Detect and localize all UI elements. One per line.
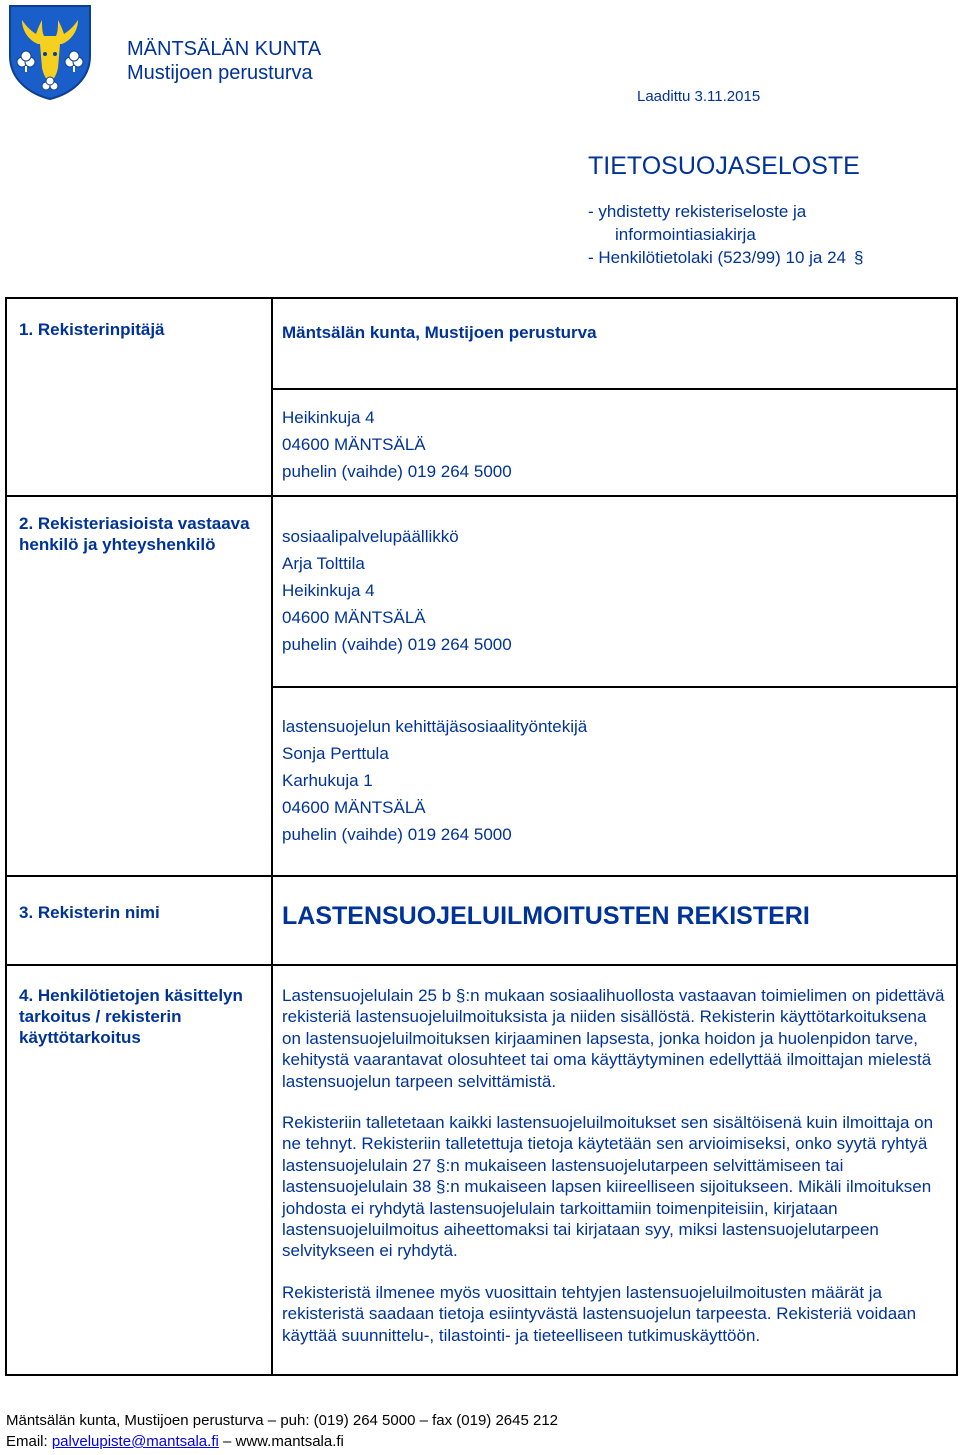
organization-name <box>127 37 321 85</box>
purpose-paragraph: Rekisteristä ilmenee myös vuosittain tehtyjen lastensuojeluilmoitusten määrät ja rekisteristä saadaan tietoja esiintyvästä lastensuojelun tarpeesta. Rekisteriä voidaan käyttää suunnittelu-, tilastointi- ja tieteelliseen tutkimuskäyttöön. <box>282 1282 917 1345</box>
document-bullets <box>588 200 863 269</box>
bullet-text: - Henkilötietolaki (523/99) 10 ja 24 <box>588 248 846 267</box>
controller-name: Mäntsälän kunta, Mustijoen perusturva <box>282 323 597 342</box>
section-label: 1. Rekisterinpitäjä <box>6 298 272 496</box>
org-unit: Mustijoen perusturva <box>127 62 313 84</box>
bullet-line: - yhdistetty rekisteriseloste ja <box>588 202 807 221</box>
page-footer <box>6 1410 558 1452</box>
address-line: puhelin (vaihde) 019 264 5000 <box>282 462 512 481</box>
website: www.mantsala.fi <box>235 1433 344 1450</box>
purpose-cell <box>272 965 957 1375</box>
purpose-paragraph: Lastensuojelulain 25 b §:n mukaan sosiaalihuollosta vastaavan toimielimen on pidettävä rekisteriä lastensuojeluilmoituksista ja niiden sisällöstä. Rekisterin käyttötarkoituksena on lastensuojeluilmoituksen kirjaaminen lapsesta, jonka hoidon ja huolenpidon tarve, kehitystä vaarantavat olosuhteet tai oma käyttäytyminen edellyttää ilmoittajan mielestä lastensuojelun tarpeen selvittämistä. <box>282 986 945 1091</box>
address-line: Heikinkuja 4 <box>282 408 375 427</box>
contact-line: Heikinkuja 4 <box>282 581 375 600</box>
created-date: Laadittu 3.11.2015 <box>637 88 761 105</box>
contact-cell <box>272 496 957 687</box>
contact-line: 04600 MÄNTSÄLÄ <box>282 798 426 817</box>
contact-line: puhelin (vaihde) 019 264 5000 <box>282 635 512 654</box>
contact-cell <box>272 687 957 876</box>
register-name: LASTENSUOJELUILMOITUSTEN REKISTERI <box>282 902 810 930</box>
section-mark: § <box>853 248 864 267</box>
table-row <box>6 298 957 389</box>
contact-line: puhelin (vaihde) 019 264 5000 <box>282 825 512 844</box>
coat-of-arms-icon <box>8 4 92 100</box>
section-label: 4. Henkilötietojen käsittelyn tarkoitus / rekisterin käyttötarkoitus <box>6 965 272 1375</box>
footer-links <box>6 1431 558 1452</box>
controller-cell <box>272 298 957 389</box>
register-name-cell <box>272 876 957 965</box>
table-row <box>6 965 957 1375</box>
email-link[interactable]: palvelupiste@mantsala.fi <box>51 1433 219 1450</box>
section-label: 2. Rekisteriasioista vastaava henkilö ja yhteyshenkilö <box>6 496 272 876</box>
contact-line: lastensuojelun kehittäjäsosiaalityöntekijä <box>282 717 588 736</box>
purpose-paragraph: Rekisteriin talletetaan kaikki lastensuojeluilmoitukset sen sisältöisenä kuin ilmoittaja on ne tehnyt. Rekisteriin talletettuja tietoja käytetään sen arvioimiseksi, onko syytä ryhtyä lastensuojelulain 27 §:n mukaiseen lastensuojelutarpeen selvittämiseen tai lastensuojelulain 38 §:n mukaiseen lapsen kiireelliseen sijoitukseen. Mikäli ilmoituksen johdosta ei ryhdytä lastensuojelulain tarkoittamiin toimenpiteisiin, kirjataan lastensuojeluilmoitus aiheettomaksi tai kirjataan syy, miksi lastensuojelutarpeen selvitykseen ei ryhdytä. <box>282 1113 934 1261</box>
section-label: 3. Rekisterin nimi <box>6 876 272 965</box>
email-label: Email: <box>6 1433 52 1450</box>
table-row <box>6 496 957 687</box>
contact-line: 04600 MÄNTSÄLÄ <box>282 608 426 627</box>
contact-line: sosiaalipalvelupäällikkö <box>282 527 459 546</box>
contact-line: Arja Tolttila <box>282 554 365 573</box>
separator: – <box>218 1433 236 1450</box>
footer-contact: Mäntsälän kunta, Mustijoen perusturva – puh: (019) 264 5000 – fax (019) 2645 212 <box>6 1412 559 1429</box>
bullet-line <box>588 246 863 269</box>
bullet-line-continued: informointiasiakirja <box>615 225 756 244</box>
address-cell <box>272 389 957 496</box>
register-table <box>5 297 958 1376</box>
document-title: TIETOSUOJASELOSTE <box>588 152 860 180</box>
address-line: 04600 MÄNTSÄLÄ <box>282 435 426 454</box>
contact-line: Karhukuja 1 <box>282 771 373 790</box>
table-row <box>6 876 957 965</box>
contact-line: Sonja Perttula <box>282 744 389 763</box>
org-name: MÄNTSÄLÄN KUNTA <box>127 38 322 60</box>
